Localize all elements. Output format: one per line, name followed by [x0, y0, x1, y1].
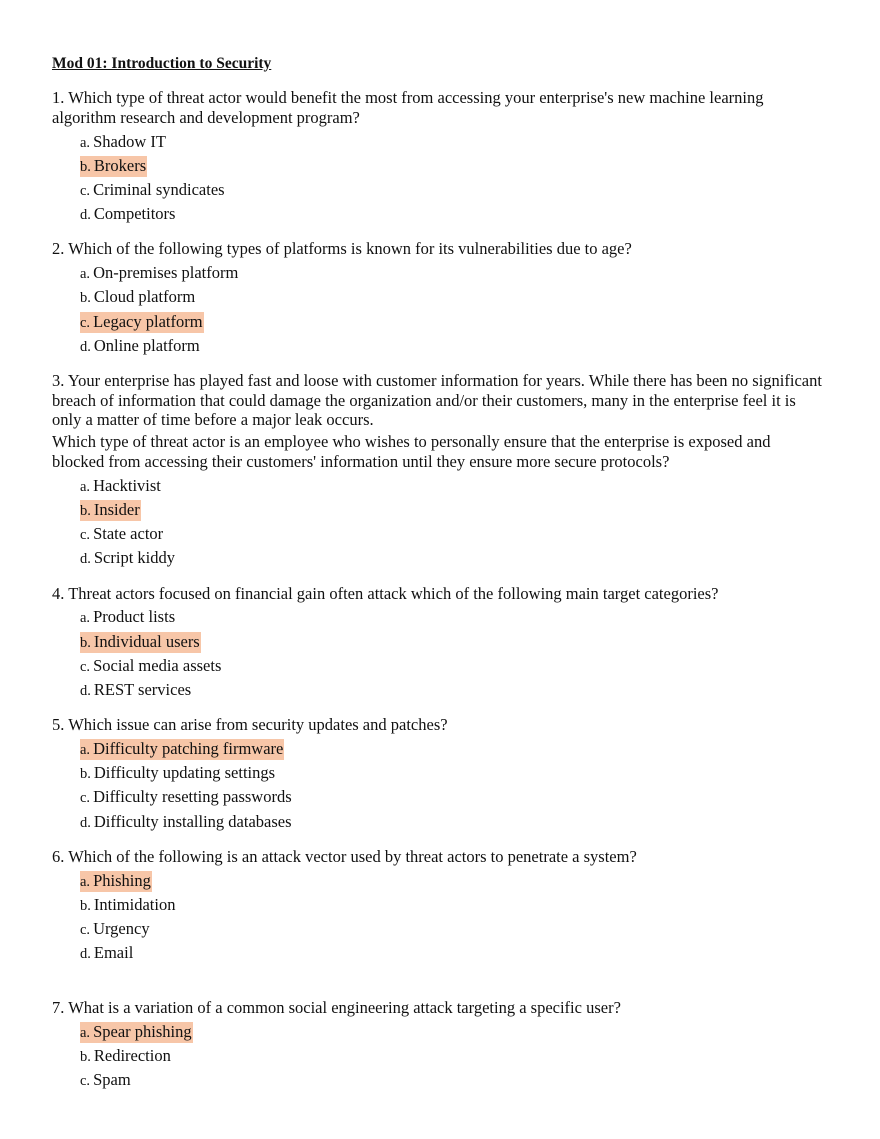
- answer-options: [52, 474, 822, 571]
- question-stem: [52, 847, 822, 867]
- answer-options: [52, 605, 822, 702]
- option-text: Competitors: [93, 204, 176, 224]
- option-text: Difficulty installing databases: [93, 811, 292, 831]
- question-number: 6.: [52, 846, 65, 866]
- question-stem-continued: Which type of threat actor is an employee who wishes to personally ensure that the enterprise is exposed and blocked from accessing their customers' information until they ensure more secure protocols?: [52, 432, 771, 472]
- question-text: Threat actors focused on financial gain often attack which of the following main target categories?: [68, 583, 719, 603]
- question-1: [52, 88, 822, 226]
- question-stem: [52, 715, 822, 735]
- question-3: [52, 371, 822, 571]
- option-letter: c.: [80, 182, 91, 199]
- answer-option-a: [80, 1020, 822, 1044]
- answer-options: [52, 869, 822, 966]
- option-letter: b.: [80, 634, 91, 651]
- option-text: Difficulty resetting passwords: [93, 787, 292, 807]
- answer-option-d: [80, 941, 822, 965]
- option-letter: d.: [80, 551, 91, 568]
- option-text: Redirection: [93, 1046, 171, 1066]
- answer-option-d: [80, 546, 822, 570]
- answer-option-c: [80, 522, 822, 546]
- answer-option-d: [80, 810, 822, 834]
- answer-option-c: [80, 785, 822, 809]
- option-letter: b.: [80, 158, 91, 175]
- question-5: [52, 715, 822, 834]
- question-stem: [52, 584, 822, 604]
- question-4: [52, 584, 822, 703]
- option-letter: b.: [80, 1049, 91, 1066]
- option-letter: a.: [80, 1025, 91, 1042]
- option-letter: b.: [80, 290, 91, 307]
- option-text: Cloud platform: [93, 287, 196, 307]
- document-page: [52, 54, 822, 1106]
- answer-option-d: [80, 202, 822, 226]
- option-letter: c.: [80, 527, 91, 544]
- answer-option-c: [80, 1068, 822, 1092]
- option-letter: b.: [80, 503, 91, 520]
- option-letter: b.: [80, 766, 91, 783]
- answer-options: [52, 737, 822, 834]
- option-letter: c.: [80, 658, 91, 675]
- option-text: Legacy platform: [93, 311, 203, 331]
- option-text: State actor: [93, 524, 164, 544]
- question-number: 4.: [52, 583, 65, 603]
- option-letter: c.: [80, 790, 91, 807]
- question-text: What is a variation of a common social engineering attack targeting a specific user?: [68, 998, 621, 1018]
- answer-option-a: [80, 605, 822, 629]
- question-text: Which issue can arise from security updates and patches?: [68, 715, 448, 735]
- option-text: Product lists: [93, 607, 176, 627]
- option-letter: a.: [80, 610, 91, 627]
- question-stem: [52, 239, 822, 259]
- option-text: Difficulty updating settings: [93, 763, 276, 783]
- question-number: 2.: [52, 239, 65, 259]
- option-text: Script kiddy: [93, 548, 175, 568]
- option-text: REST services: [93, 679, 192, 699]
- question-6: [52, 847, 822, 966]
- answer-option-c: [80, 178, 822, 202]
- answer-option-c: [80, 917, 822, 941]
- option-text: Spam: [93, 1070, 131, 1090]
- answer-options: [52, 1020, 822, 1093]
- question-number: 5.: [52, 715, 65, 735]
- question-text: Which of the following types of platforms is known for its vulnerabilities due to age?: [68, 239, 632, 259]
- option-letter: c.: [80, 1073, 91, 1090]
- option-text: Phishing: [93, 870, 151, 890]
- option-text: Email: [93, 943, 134, 963]
- answer-option-b: [80, 154, 822, 178]
- answer-option-b: [80, 761, 822, 785]
- answer-option-b: [80, 285, 822, 309]
- question-number: 1.: [52, 88, 65, 107]
- answer-option-d: [80, 334, 822, 358]
- option-letter: d.: [80, 207, 91, 224]
- answer-option-c: [80, 310, 822, 334]
- answer-option-d: [80, 678, 822, 702]
- option-text: Social media assets: [93, 655, 222, 675]
- option-letter: a.: [80, 266, 91, 283]
- option-text: Difficulty patching firmware: [93, 738, 284, 758]
- question-number: 7.: [52, 998, 65, 1018]
- answer-options: [52, 261, 822, 358]
- answer-option-a: [80, 869, 822, 893]
- option-letter: c.: [80, 921, 91, 938]
- answer-option-c: [80, 654, 822, 678]
- option-letter: a.: [80, 478, 91, 495]
- answer-option-b: [80, 630, 822, 654]
- answer-option-b: [80, 498, 822, 522]
- option-text: Criminal syndicates: [93, 179, 225, 199]
- module-title: Mod 01: Introduction to Security: [52, 55, 272, 72]
- option-text: Urgency: [93, 918, 150, 938]
- option-text: Hacktivist: [93, 475, 161, 495]
- answer-option-a: [80, 130, 822, 154]
- option-letter: a.: [80, 873, 91, 890]
- option-text: Insider: [93, 500, 140, 520]
- option-letter: d.: [80, 946, 91, 963]
- answer-option-b: [80, 1044, 822, 1068]
- answer-option-a: [80, 474, 822, 498]
- option-letter: a.: [80, 741, 91, 758]
- option-text: On-premises platform: [93, 263, 239, 283]
- option-text: Online platform: [93, 335, 200, 355]
- option-text: Intimidation: [93, 894, 176, 914]
- question-2: [52, 239, 822, 358]
- option-text: Spear phishing: [93, 1022, 192, 1042]
- answer-option-b: [80, 893, 822, 917]
- question-text: Which type of threat actor would benefit the most from accessing your enterprise's new machine learning algorithm research and development program?: [52, 88, 764, 127]
- question-number: 3.: [52, 370, 65, 390]
- option-text: Individual users: [93, 631, 200, 651]
- question-text: Your enterprise has played fast and loose with customer information for years. While there has been no significant breach of information that could damage the organization and/or their customers, many in the enterprise feel it is only a matter of time before a major leak occurs.: [52, 370, 822, 430]
- question-text: Which of the following is an attack vector used by threat actors to penetrate a system?: [68, 846, 637, 866]
- option-letter: d.: [80, 682, 91, 699]
- question-7: [52, 998, 822, 1092]
- option-letter: d.: [80, 338, 91, 355]
- option-letter: d.: [80, 814, 91, 831]
- answer-options: [52, 130, 822, 227]
- option-text: Shadow IT: [93, 131, 166, 151]
- question-stem: [52, 88, 822, 128]
- option-letter: a.: [80, 134, 91, 151]
- answer-option-a: [80, 261, 822, 285]
- question-stem: [52, 998, 822, 1018]
- option-letter: b.: [80, 897, 91, 914]
- option-text: Brokers: [93, 155, 147, 175]
- option-letter: c.: [80, 314, 91, 331]
- question-stem: [52, 371, 822, 430]
- answer-option-a: [80, 737, 822, 761]
